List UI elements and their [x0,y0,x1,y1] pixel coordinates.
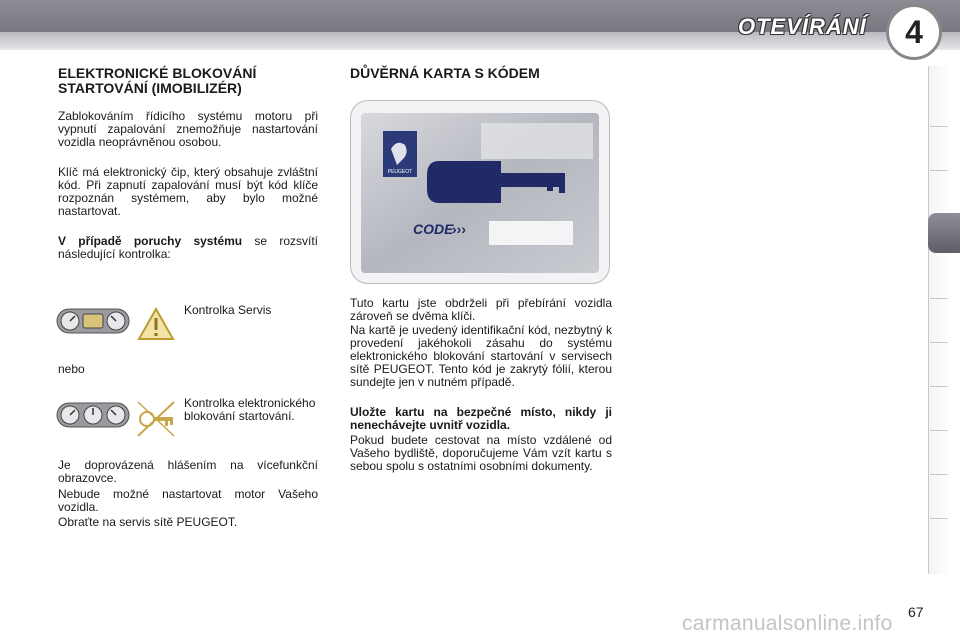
right-heading-text: DŮVĚRNÁ KARTA S KÓDEM [350,65,540,81]
paragraph-card-safe-storage: Uložte kartu na bezpečné místo, nikdy ji nenechávejte uvnitř vozidla. [350,405,612,432]
page-number: 67 [908,604,924,620]
code-card-illustration-frame [350,100,610,284]
left-heading [58,66,318,96]
chapter-number-badge: 4 [886,4,942,60]
side-tab-divider [930,430,948,431]
side-tab-divider [930,342,948,343]
side-tab-divider [930,386,948,387]
instrument-cluster-icon [56,400,130,430]
paragraph-card-travel: Pokud budete cestovat na místo vzdálené od Vašeho bydliště, doporučujeme Vám vzít kartu s sebou spolu s ostatními osobními dokumenty. [350,433,612,473]
side-tab-divider [930,474,948,475]
side-tab-divider [930,170,948,171]
paragraph-fault [58,235,318,261]
paragraph-contact-service: Obraťte na servis sítě PEUGEOT. [58,515,238,529]
paragraph-card-received: Tuto kartu jste obdrželi při přebírání vozidla zároveň se dvěma klíči. [350,296,612,323]
paragraph-key-chip: Klíč má elektronický čip, který obsahuje zvláštní kód. Při zapnutí zapalování musí být kód klíče rozpoznán systémem, aby bylo možné nastartovat. [58,165,318,218]
code-card-illustration [351,101,609,283]
card-code-label: CODE [413,221,454,237]
card-code-arrows-icon: ››› [452,221,466,237]
immobilizer-key-icon [134,398,178,440]
warning-triangle-icon [136,306,176,342]
side-tab-rail [928,66,951,574]
paragraph-card-code: Na kartě je uvedený identifikační kód, nezbytný k provedení jakéhokoli zásahu do systému elektronického blokování startování v servisech sítě PEUGEOT. Tento kód je zakrytý fólií, kterou sundejte jen v nutném případě. [350,323,612,389]
or-text: nebo [58,362,85,376]
fault-bold-text: V případě poruchy systému [58,234,243,248]
instrument-cluster-icon [56,306,130,336]
side-tab-divider [930,126,948,127]
left-heading-line1: ELEKTRONICKÉ BLOKOVÁNÍ [58,65,257,81]
watermark: carmanualsonline.info [682,612,893,635]
fault-rest-text: se rozsvítí následující kontrolka: [58,234,318,261]
paragraph-no-start: Nebude možné nastartovat motor Vašeho vozidla. [58,487,318,514]
peugeot-logo-text: PEUGEOT [387,169,413,175]
right-heading [350,66,612,81]
chapter-title: OTEVÍRÁNÍ [738,14,867,39]
left-heading-line2: STARTOVÁNÍ (IMOBILIZÉR) [58,80,242,96]
paragraph-message: Je doprovázená hlášením na vícefunkční obrazovce. [58,458,318,485]
side-tab-divider [930,518,948,519]
lamp-immobilizer-label: Kontrolka elektronického blokování startování. [184,396,316,423]
lamp-service-label: Kontrolka Servis [184,303,272,317]
side-tab-divider [930,298,948,299]
paragraph-immobilizer-intro: Zablokováním řídicího systému motoru při vypnutí zapalování znemožňuje nastartování vozidla neoprávněnou osobou. [58,109,318,149]
side-tab-active-chapter[interactable] [928,213,960,253]
card-code-scratch-field [489,221,573,245]
